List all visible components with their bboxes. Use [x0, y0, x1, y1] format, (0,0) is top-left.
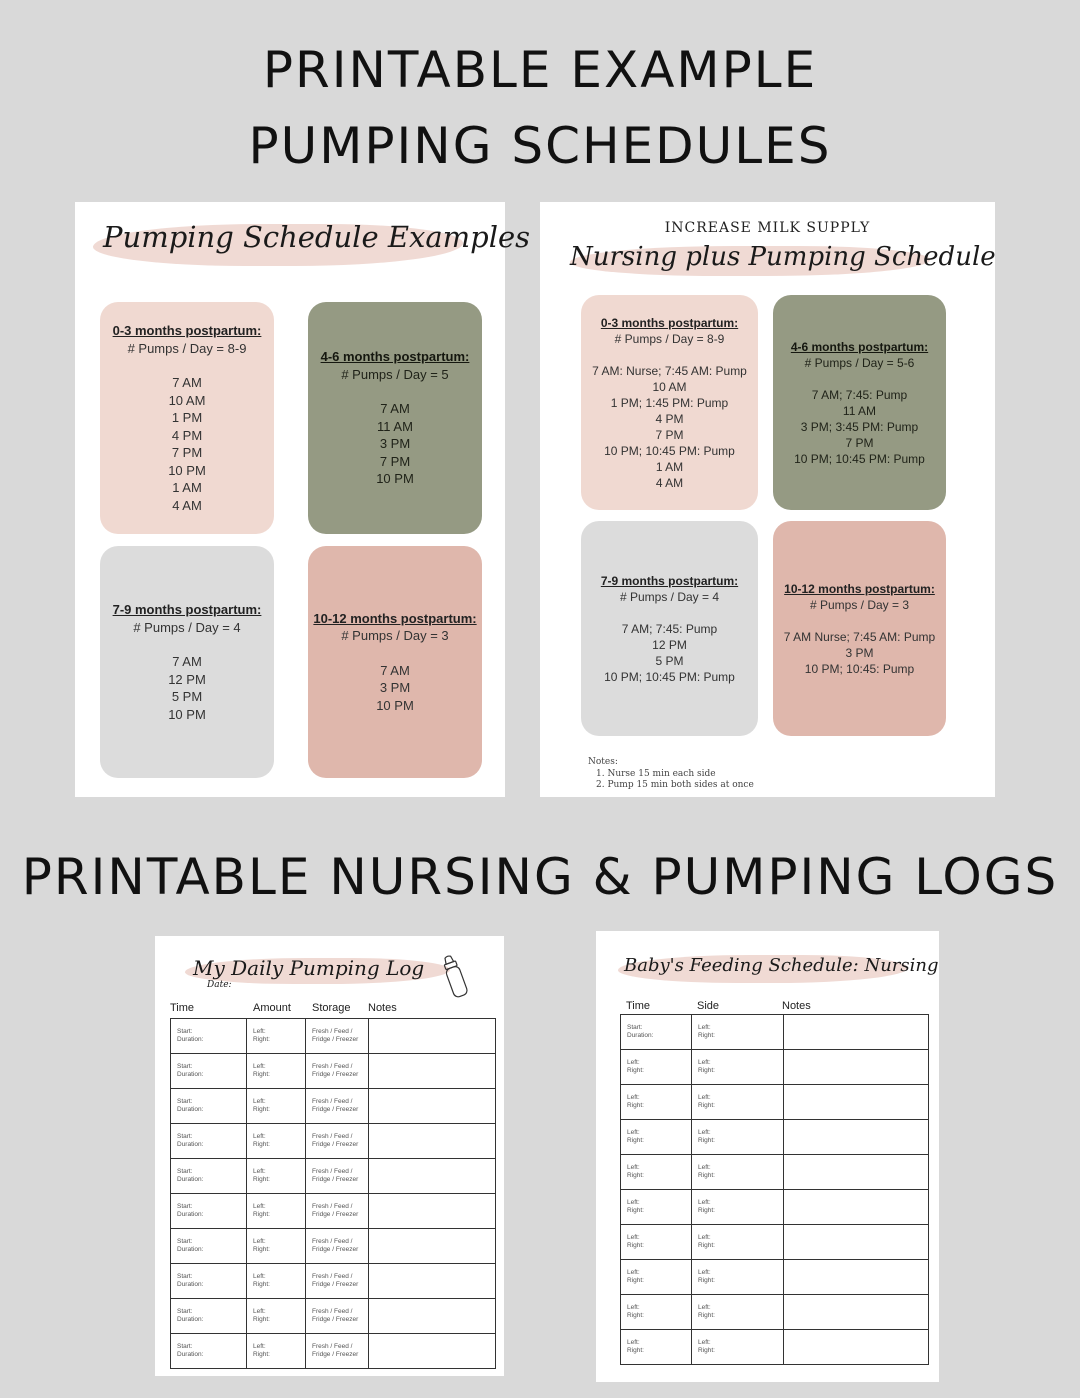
side-cell-line: Left:	[698, 1059, 711, 1066]
amount-cell-line: Right:	[253, 1036, 270, 1043]
note-item: 1. Nurse 15 min each side	[596, 768, 716, 779]
time-cell[interactable]	[621, 1190, 692, 1225]
table-row	[171, 1264, 496, 1299]
time-entry: 7 AM	[172, 654, 202, 669]
storage-cell-line: Fresh / Feed /	[312, 1273, 353, 1280]
side-cell[interactable]	[692, 1295, 784, 1330]
time-cell-line: Right:	[627, 1172, 644, 1179]
time-entry: 4 PM	[655, 411, 684, 426]
storage-cell[interactable]	[306, 1159, 369, 1194]
time-cell-line: Left:	[627, 1269, 640, 1276]
storage-cell[interactable]	[306, 1124, 369, 1159]
time-entry: 3 PM	[845, 645, 874, 660]
card-subtitle: # Pumps / Day = 3	[341, 628, 449, 644]
card-title: 7-9 months postpartum:	[600, 573, 739, 588]
time-cell-line: Right:	[627, 1102, 644, 1109]
time-entry: 7 AM Nurse; 7:45 AM: Pump	[783, 629, 936, 644]
feeding-schedule-nursing-page	[596, 931, 939, 1382]
time-entry: 12 PM	[168, 671, 206, 687]
baby-bottle-icon	[439, 954, 471, 1000]
storage-cell-line: Fresh / Feed /	[312, 1203, 353, 1210]
time-cell[interactable]	[171, 1264, 247, 1299]
time-entry: 7 AM; 7:45: Pump	[811, 387, 908, 402]
time-entry: 12 PM	[652, 637, 687, 652]
time-cell[interactable]	[171, 1159, 247, 1194]
notes-cell[interactable]	[784, 1295, 929, 1330]
page-title: My Daily Pumping Log	[193, 956, 425, 980]
table-row	[621, 1225, 929, 1260]
storage-cell-line: Fridge / Freezer	[312, 1176, 359, 1183]
time-cell-line: Left:	[627, 1304, 640, 1311]
time-cell-line: Duration:	[177, 1071, 204, 1078]
card-0-3-months	[581, 295, 758, 510]
time-entry: 1 AM	[172, 480, 202, 495]
column-header-amount: Amount	[253, 1002, 291, 1014]
time-entry: 5 PM	[655, 653, 684, 668]
storage-cell[interactable]	[306, 1229, 369, 1264]
date-label: Date:	[207, 980, 232, 990]
table-row	[621, 1190, 929, 1225]
storage-cell[interactable]	[306, 1299, 369, 1334]
time-entry: 10 PM	[376, 471, 414, 487]
time-entry: 10 AM	[168, 392, 206, 408]
time-cell-line: Left:	[627, 1234, 640, 1241]
amount-cell[interactable]	[247, 1124, 306, 1159]
time-cell-line: Right:	[627, 1277, 644, 1284]
time-cell[interactable]	[171, 1089, 247, 1124]
card-4-6-months	[308, 302, 482, 534]
amount-cell-line: Right:	[253, 1281, 270, 1288]
side-cell-line: Left:	[698, 1164, 711, 1171]
time-cell[interactable]	[171, 1299, 247, 1334]
notes-cell[interactable]	[369, 1019, 496, 1054]
daily-pumping-log-page	[155, 936, 504, 1376]
time-cell[interactable]	[171, 1019, 247, 1054]
time-cell-line: Start:	[177, 1238, 193, 1245]
time-cell[interactable]	[621, 1155, 692, 1190]
table-row	[171, 1194, 496, 1229]
side-cell-line: Left:	[698, 1129, 711, 1136]
table-row	[621, 1330, 929, 1365]
time-cell-line: Start:	[177, 1098, 193, 1105]
table-row	[171, 1054, 496, 1089]
card-subtitle: # Pumps / Day = 5-6	[804, 355, 915, 370]
time-cell-line: Left:	[627, 1059, 640, 1066]
storage-cell-line: Fresh / Feed /	[312, 1168, 353, 1175]
amount-cell[interactable]	[247, 1194, 306, 1229]
amount-cell[interactable]	[247, 1229, 306, 1264]
time-cell-line: Right:	[627, 1242, 644, 1249]
time-cell[interactable]	[621, 1085, 692, 1120]
table-row	[171, 1299, 496, 1334]
side-cell-line: Right:	[698, 1207, 715, 1214]
storage-cell-line: Fridge / Freezer	[312, 1246, 359, 1253]
table-row	[171, 1019, 496, 1054]
time-cell-line: Duration:	[177, 1036, 204, 1043]
card-subtitle: # Pumps / Day = 8-9	[614, 331, 725, 346]
card-title: 4-6 months postpartum:	[320, 349, 470, 365]
side-cell[interactable]	[692, 1085, 784, 1120]
card-title: 10-12 months postpartum:	[313, 610, 477, 626]
amount-cell[interactable]	[247, 1264, 306, 1299]
time-cell-line: Duration:	[177, 1246, 204, 1253]
table-row	[171, 1124, 496, 1159]
heading-bottom: PRINTABLE NURSING & PUMPING LOGS	[21, 848, 1059, 906]
side-cell-line: Right:	[698, 1312, 715, 1319]
amount-cell-line: Left:	[253, 1203, 266, 1210]
time-list	[773, 387, 946, 467]
side-cell-line: Right:	[698, 1032, 715, 1039]
column-header-side: Side	[697, 1000, 720, 1012]
storage-cell-line: Fresh / Feed /	[312, 1238, 353, 1245]
time-list	[308, 662, 482, 715]
time-cell[interactable]	[621, 1050, 692, 1085]
time-entry: 4 AM	[655, 475, 684, 490]
time-list	[581, 363, 758, 491]
side-cell-line: Left:	[698, 1304, 711, 1311]
time-entry: 10 PM	[168, 462, 206, 478]
notes-cell[interactable]	[369, 1229, 496, 1264]
pumping-log-table	[170, 1018, 496, 1369]
time-list	[773, 629, 946, 677]
notes-label: Notes:	[588, 757, 618, 767]
page-title: Baby's Feeding Schedule: Nursing	[624, 955, 939, 976]
time-cell[interactable]	[171, 1194, 247, 1229]
storage-cell[interactable]	[306, 1019, 369, 1054]
time-cell-line: Left:	[627, 1339, 640, 1346]
side-cell-line: Left:	[698, 1234, 711, 1241]
amount-cell-line: Left:	[253, 1273, 266, 1280]
time-cell-line: Start:	[177, 1343, 193, 1350]
heading-top-line1: PRINTABLE EXAMPLE	[262, 41, 818, 99]
time-cell-line: Start:	[177, 1168, 193, 1175]
side-cell-line: Left:	[698, 1339, 711, 1346]
time-cell-line: Right:	[627, 1347, 644, 1354]
storage-cell-line: Fresh / Feed /	[312, 1133, 353, 1140]
amount-cell-line: Right:	[253, 1316, 270, 1323]
time-entry: 7 PM	[655, 427, 684, 442]
side-cell[interactable]	[692, 1015, 784, 1050]
side-cell-line: Right:	[698, 1277, 715, 1284]
side-cell-line: Left:	[698, 1269, 711, 1276]
nursing-log-table	[620, 1014, 929, 1365]
column-header-storage: Storage	[312, 1002, 351, 1014]
time-cell-line: Duration:	[177, 1176, 204, 1183]
time-entry: 7 PM	[171, 445, 203, 460]
time-cell[interactable]	[621, 1225, 692, 1260]
time-entry: 10 PM; 10:45 PM: Pump	[604, 669, 735, 684]
amount-cell-line: Right:	[253, 1176, 270, 1183]
amount-cell-line: Left:	[253, 1028, 266, 1035]
time-entry: 3 PM	[379, 680, 411, 696]
side-cell-line: Right:	[698, 1172, 715, 1179]
side-cell-line: Right:	[698, 1242, 715, 1249]
storage-cell-line: Fresh / Feed /	[312, 1063, 353, 1070]
notes-cell[interactable]	[369, 1124, 496, 1159]
amount-cell[interactable]	[247, 1019, 306, 1054]
card-7-9-months	[581, 521, 758, 736]
time-entry: 3 PM; 3:45 PM: Pump	[800, 419, 919, 434]
storage-cell[interactable]	[306, 1334, 369, 1369]
storage-cell-line: Fridge / Freezer	[312, 1036, 359, 1043]
time-cell-line: Left:	[627, 1199, 640, 1206]
amount-cell[interactable]	[247, 1159, 306, 1194]
time-cell[interactable]	[621, 1330, 692, 1365]
time-entry: 7 AM	[172, 375, 202, 390]
storage-cell-line: Fridge / Freezer	[312, 1351, 359, 1358]
time-cell-line: Start:	[177, 1028, 193, 1035]
card-4-6-months	[773, 295, 946, 510]
storage-cell-line: Fridge / Freezer	[312, 1071, 359, 1078]
storage-cell-line: Fridge / Freezer	[312, 1316, 359, 1323]
amount-cell-line: Left:	[253, 1238, 266, 1245]
time-cell-line: Start:	[177, 1063, 193, 1070]
storage-cell-line: Fresh / Feed /	[312, 1308, 353, 1315]
storage-cell[interactable]	[306, 1264, 369, 1299]
time-entry: 10 PM; 10:45: Pump	[804, 661, 915, 676]
notes-cell[interactable]	[784, 1085, 929, 1120]
card-10-12-months	[308, 546, 482, 778]
storage-cell-line: Fresh / Feed /	[312, 1028, 353, 1035]
amount-cell-line: Left:	[253, 1343, 266, 1350]
card-10-12-months	[773, 521, 946, 736]
time-entry: 10 PM	[168, 706, 206, 722]
amount-cell-line: Right:	[253, 1071, 270, 1078]
side-cell[interactable]	[692, 1190, 784, 1225]
amount-cell-line: Right:	[253, 1351, 270, 1358]
amount-cell-line: Left:	[253, 1063, 266, 1070]
card-title: 0-3 months postpartum:	[600, 315, 739, 330]
side-cell[interactable]	[692, 1120, 784, 1155]
time-cell[interactable]	[171, 1124, 247, 1159]
table-row	[621, 1085, 929, 1120]
notes-cell[interactable]	[784, 1015, 929, 1050]
notes-cell[interactable]	[784, 1120, 929, 1155]
time-entry: 3 PM	[379, 436, 411, 452]
storage-cell-line: Fresh / Feed /	[312, 1343, 353, 1350]
time-entry: 11 AM	[842, 403, 877, 418]
time-cell[interactable]	[621, 1015, 692, 1050]
time-cell[interactable]	[171, 1334, 247, 1369]
time-entry: 7 PM	[845, 435, 874, 450]
time-entry: 1 PM; 1:45 PM: Pump	[610, 395, 729, 410]
amount-cell[interactable]	[247, 1089, 306, 1124]
time-entry: 5 PM	[171, 689, 203, 704]
card-0-3-months	[100, 302, 274, 534]
table-row	[621, 1015, 929, 1050]
card-subtitle: # Pumps / Day = 5	[341, 366, 449, 382]
card-title: 4-6 months postpartum:	[790, 339, 929, 354]
time-entry: 10 PM	[376, 697, 414, 713]
storage-cell-line: Fresh / Feed /	[312, 1098, 353, 1105]
card-title: 10-12 months postpartum:	[784, 581, 935, 596]
time-entry: 10 AM	[652, 379, 687, 394]
card-title: 0-3 months postpartum:	[112, 323, 262, 338]
side-cell-line: Left:	[698, 1094, 711, 1101]
note-item: 2. Pump 15 min both sides at once	[596, 780, 754, 790]
notes-cell[interactable]	[784, 1330, 929, 1365]
amount-cell-line: Left:	[253, 1133, 266, 1140]
table-row	[171, 1159, 496, 1194]
side-cell[interactable]	[692, 1155, 784, 1190]
time-cell[interactable]	[621, 1260, 692, 1295]
table-row	[171, 1229, 496, 1264]
time-cell-line: Duration:	[177, 1141, 204, 1148]
notes-cell[interactable]	[369, 1299, 496, 1334]
column-header-notes: Notes	[368, 1002, 397, 1014]
time-entry: 7 AM	[380, 662, 410, 678]
time-entry: 10 PM; 10:45 PM: Pump	[794, 451, 925, 466]
time-entry: 10 PM; 10:45 PM: Pump	[604, 443, 735, 458]
notes-cell[interactable]	[369, 1089, 496, 1124]
card-title: 7-9 months postpartum:	[112, 602, 262, 617]
storage-cell[interactable]	[306, 1194, 369, 1229]
storage-cell-line: Fridge / Freezer	[312, 1106, 359, 1113]
time-cell-line: Left:	[627, 1129, 640, 1136]
column-header-time: Time	[170, 1002, 195, 1014]
side-cell-line: Right:	[698, 1347, 715, 1354]
time-entry: 7 AM: Nurse; 7:45 AM: Pump	[592, 363, 747, 378]
time-cell-line: Right:	[627, 1207, 644, 1214]
time-cell[interactable]	[621, 1120, 692, 1155]
notes-cell[interactable]	[784, 1260, 929, 1295]
notes-cell[interactable]	[784, 1190, 929, 1225]
time-cell-line: Duration:	[177, 1316, 204, 1323]
table-row	[621, 1295, 929, 1330]
column-header-notes: Notes	[782, 1000, 811, 1012]
side-cell[interactable]	[692, 1330, 784, 1365]
time-list	[581, 621, 758, 685]
storage-cell[interactable]	[306, 1054, 369, 1089]
nursing-plus-pumping-page	[540, 202, 995, 797]
amount-cell[interactable]	[247, 1299, 306, 1334]
amount-cell-line: Left:	[253, 1098, 266, 1105]
notes-cell[interactable]	[784, 1225, 929, 1260]
notes-cell[interactable]	[784, 1050, 929, 1085]
notes-cell[interactable]	[369, 1194, 496, 1229]
amount-cell-line: Right:	[253, 1211, 270, 1218]
time-cell-line: Duration:	[177, 1211, 204, 1218]
time-entry: 11 AM	[377, 418, 413, 434]
amount-cell[interactable]	[247, 1334, 306, 1369]
page-title: Nursing plus Pumping Schedule	[570, 242, 996, 272]
amount-cell-line: Left:	[253, 1168, 266, 1175]
side-cell[interactable]	[692, 1260, 784, 1295]
time-cell[interactable]	[621, 1295, 692, 1330]
storage-cell-line: Fridge / Freezer	[312, 1281, 359, 1288]
side-cell[interactable]	[692, 1225, 784, 1260]
time-entry: 1 PM	[171, 410, 203, 425]
notes-section	[588, 757, 754, 792]
time-entry: 7 PM	[379, 453, 411, 469]
amount-cell-line: Left:	[253, 1308, 266, 1315]
amount-cell-line: Right:	[253, 1246, 270, 1253]
time-list	[100, 374, 274, 514]
side-cell-line: Right:	[698, 1067, 715, 1074]
table-row	[171, 1089, 496, 1124]
storage-cell[interactable]	[306, 1089, 369, 1124]
card-subtitle: # Pumps / Day = 8-9	[127, 340, 247, 356]
pumping-schedule-examples-page	[75, 202, 531, 797]
page-title: Pumping Schedule Examples	[103, 220, 531, 254]
amount-cell[interactable]	[247, 1054, 306, 1089]
time-cell[interactable]	[171, 1054, 247, 1089]
time-cell-line: Right:	[627, 1067, 644, 1074]
time-entry: 4 AM	[172, 497, 202, 513]
card-subtitle: # Pumps / Day = 4	[619, 589, 720, 604]
notes-cell[interactable]	[369, 1054, 496, 1089]
heading-top-line2: PUMPING SCHEDULES	[248, 117, 832, 175]
time-list	[100, 653, 274, 723]
table-row	[621, 1260, 929, 1295]
time-cell-line: Start:	[177, 1308, 193, 1315]
time-cell-line: Start:	[177, 1203, 193, 1210]
time-cell[interactable]	[171, 1229, 247, 1264]
table-row	[621, 1120, 929, 1155]
table-row	[621, 1155, 929, 1190]
card-subtitle: # Pumps / Day = 3	[809, 597, 910, 612]
time-cell-line: Duration:	[177, 1281, 204, 1288]
time-cell-line: Left:	[627, 1094, 640, 1101]
time-cell-line: Duration:	[177, 1351, 204, 1358]
side-cell-line: Left:	[698, 1199, 711, 1206]
side-cell-line: Right:	[698, 1102, 715, 1109]
time-cell-line: Start:	[177, 1133, 193, 1140]
time-entry: 7 AM	[380, 401, 410, 417]
amount-cell-line: Right:	[253, 1106, 270, 1113]
time-list	[308, 400, 482, 488]
time-cell-line: Left:	[627, 1164, 640, 1171]
time-cell-line: Right:	[627, 1312, 644, 1319]
storage-cell-line: Fridge / Freezer	[312, 1211, 359, 1218]
card-subtitle: # Pumps / Day = 4	[133, 619, 241, 635]
time-cell-line: Start:	[627, 1024, 643, 1031]
table-row	[171, 1334, 496, 1369]
table-row	[621, 1050, 929, 1085]
side-cell[interactable]	[692, 1050, 784, 1085]
time-entry: 7 AM; 7:45: Pump	[621, 621, 718, 636]
time-entry: 1 AM	[655, 459, 684, 474]
notes-cell[interactable]	[369, 1159, 496, 1194]
side-cell-line: Right:	[698, 1137, 715, 1144]
time-entry: 4 PM	[171, 427, 203, 443]
notes-cell[interactable]	[784, 1155, 929, 1190]
time-cell-line: Duration:	[627, 1032, 654, 1039]
amount-cell-line: Right:	[253, 1141, 270, 1148]
time-cell-line: Start:	[177, 1273, 193, 1280]
storage-cell-line: Fridge / Freezer	[312, 1141, 359, 1148]
notes-cell[interactable]	[369, 1334, 496, 1369]
time-cell-line: Duration:	[177, 1106, 204, 1113]
column-header-time: Time	[626, 1000, 651, 1012]
notes-cell[interactable]	[369, 1264, 496, 1299]
side-cell-line: Left:	[698, 1024, 711, 1031]
time-cell-line: Right:	[627, 1137, 644, 1144]
card-7-9-months	[100, 546, 274, 778]
page-kicker: INCREASE MILK SUPPLY	[664, 220, 871, 236]
